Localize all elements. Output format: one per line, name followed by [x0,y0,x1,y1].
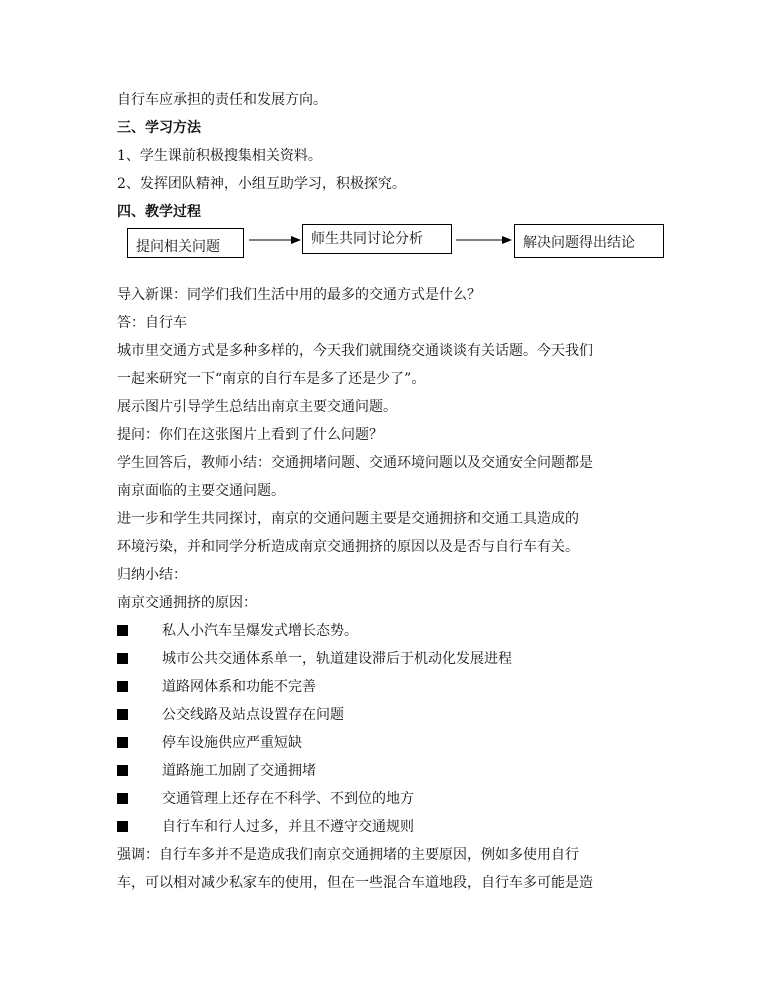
paragraph-line: 南京交通拥挤的原因： [117,595,257,611]
paragraph-line: 提问：你们在这张图片上看到了什么问题？ [117,427,383,443]
square-bullet-icon [117,765,128,776]
section-heading-learning-methods: 三、学习方法 [117,120,201,136]
list-item: 公交线路及站点设置存在问题 [117,705,657,725]
paragraph-line: 一起来研究一下“南京的自行车是多了还是少了”。 [117,371,426,387]
paragraph-line: 学生回答后，教师小结：交通拥堵问题、交通环境问题以及交通安全问题都是 [117,455,593,471]
paragraph-line: 进一步和学生共同探讨，南京的交通问题主要是交通拥挤和交通工具造成的 [117,511,579,527]
flow-step-1: 提问相关问题 [127,228,244,258]
paragraph-line: 环境污染，并和同学分析造成南京交通拥挤的原因以及是否与自行车有关。 [117,539,579,555]
arrow-right-icon [247,232,303,248]
flow-step-2: 师生共同讨论分析 [302,224,452,254]
list-item: 道路施工加剧了交通拥堵 [117,761,657,781]
paragraph-line: 2、发挥团队精神，小组互助学习，积极探究。 [117,176,406,192]
list-item: 停车设施供应严重短缺 [117,733,657,753]
arrow-right-icon [454,232,514,248]
paragraph-line: 南京面临的主要交通问题。 [117,483,285,499]
paragraph-line: 归纳小结： [117,567,187,583]
square-bullet-icon [117,625,128,636]
list-item: 城市公共交通体系单一，轨道建设滞后于机动化发展进程 [117,649,657,669]
square-bullet-icon [117,709,128,720]
paragraph-line: 展示图片引导学生总结出南京主要交通问题。 [117,399,397,415]
list-item: 道路网体系和功能不完善 [117,677,657,697]
flow-step-3: 解决问题得出结论 [514,224,664,258]
square-bullet-icon [117,821,128,832]
list-item: 交通管理上还存在不科学、不到位的地方 [117,789,657,809]
square-bullet-icon [117,681,128,692]
section-heading-teaching-process: 四、教学过程 [117,204,201,220]
list-item: 自行车和行人过多，并且不遵守交通规则 [117,817,657,837]
paragraph-line: 答：自行车 [117,315,187,331]
paragraph-line: 1、学生课前积极搜集相关资料。 [117,148,322,164]
paragraph-line: 强调：自行车多并不是造成我们南京交通拥堵的主要原因，例如多使用自行 [117,847,579,863]
square-bullet-icon [117,653,128,664]
paragraph-line: 导入新课：同学们我们生活中用的最多的交通方式是什么？ [117,287,481,303]
process-flowchart [117,224,677,260]
paragraph-line: 城市里交通方式是多种多样的，今天我们就围绕交通谈谈有关话题。今天我们 [117,343,593,359]
paragraph-line: 车，可以相对减少私家车的使用，但在一些混合车道地段，自行车多可能是造 [117,875,593,891]
square-bullet-icon [117,793,128,804]
list-item: 私人小汽车呈爆发式增长态势。 [117,621,657,641]
square-bullet-icon [117,737,128,748]
paragraph-line: 自行车应承担的责任和发展方向。 [117,92,327,108]
